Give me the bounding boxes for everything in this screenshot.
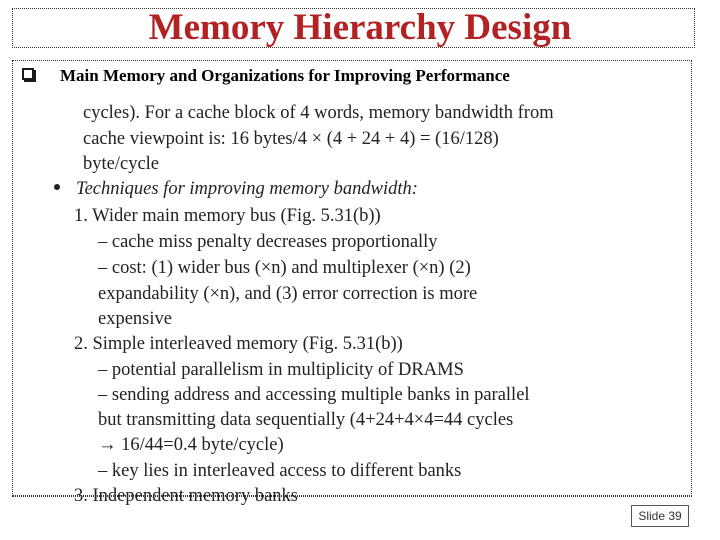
text-line: – sending address and accessing multiple banks in parallel bbox=[98, 385, 530, 405]
slide-title: Memory Hierarchy Design bbox=[148, 7, 572, 48]
bullet-dot-icon bbox=[54, 184, 60, 190]
square-bullet-icon bbox=[22, 68, 34, 80]
text-line: – cost: (1) wider bus (×n) and multiplexer (×n) (2) bbox=[98, 258, 471, 278]
scanned-text-image bbox=[40, 96, 640, 506]
slide-number: Slide 39 bbox=[631, 505, 689, 527]
text-line: cache viewpoint is: 16 bytes/4 × (4 + 24 + 4) = (16/128) bbox=[83, 129, 499, 149]
text-line: – cache miss penalty decreases proportionally bbox=[98, 232, 438, 252]
text-line: Techniques for improving memory bandwidth: bbox=[76, 179, 418, 199]
text-line: byte/cycle bbox=[83, 154, 160, 174]
text-line: expensive bbox=[98, 309, 172, 329]
text-line: 2. Simple interleaved memory (Fig. 5.31(b)) bbox=[74, 334, 403, 354]
section-heading: Main Memory and Organizations for Improving Performance bbox=[60, 66, 510, 85]
text-line: 3. Independent memory banks bbox=[74, 486, 298, 506]
text-line: – potential parallelism in multiplicity of DRAMS bbox=[98, 360, 464, 380]
text-line: expandability (×n), and (3) error correction is more bbox=[98, 284, 478, 304]
text-line: but transmitting data sequentially (4+24+4×4=44 cycles bbox=[98, 410, 514, 430]
bottom-rule bbox=[12, 496, 692, 498]
text-line: cycles). For a cache block of 4 words, memory bandwidth from bbox=[83, 103, 554, 123]
text-line: – key lies in interleaved access to different banks bbox=[98, 461, 462, 481]
text-line: → 16/44=0.4 byte/cycle) bbox=[98, 435, 284, 455]
text-line: 1. Wider main memory bus (Fig. 5.31(b)) bbox=[74, 206, 381, 226]
